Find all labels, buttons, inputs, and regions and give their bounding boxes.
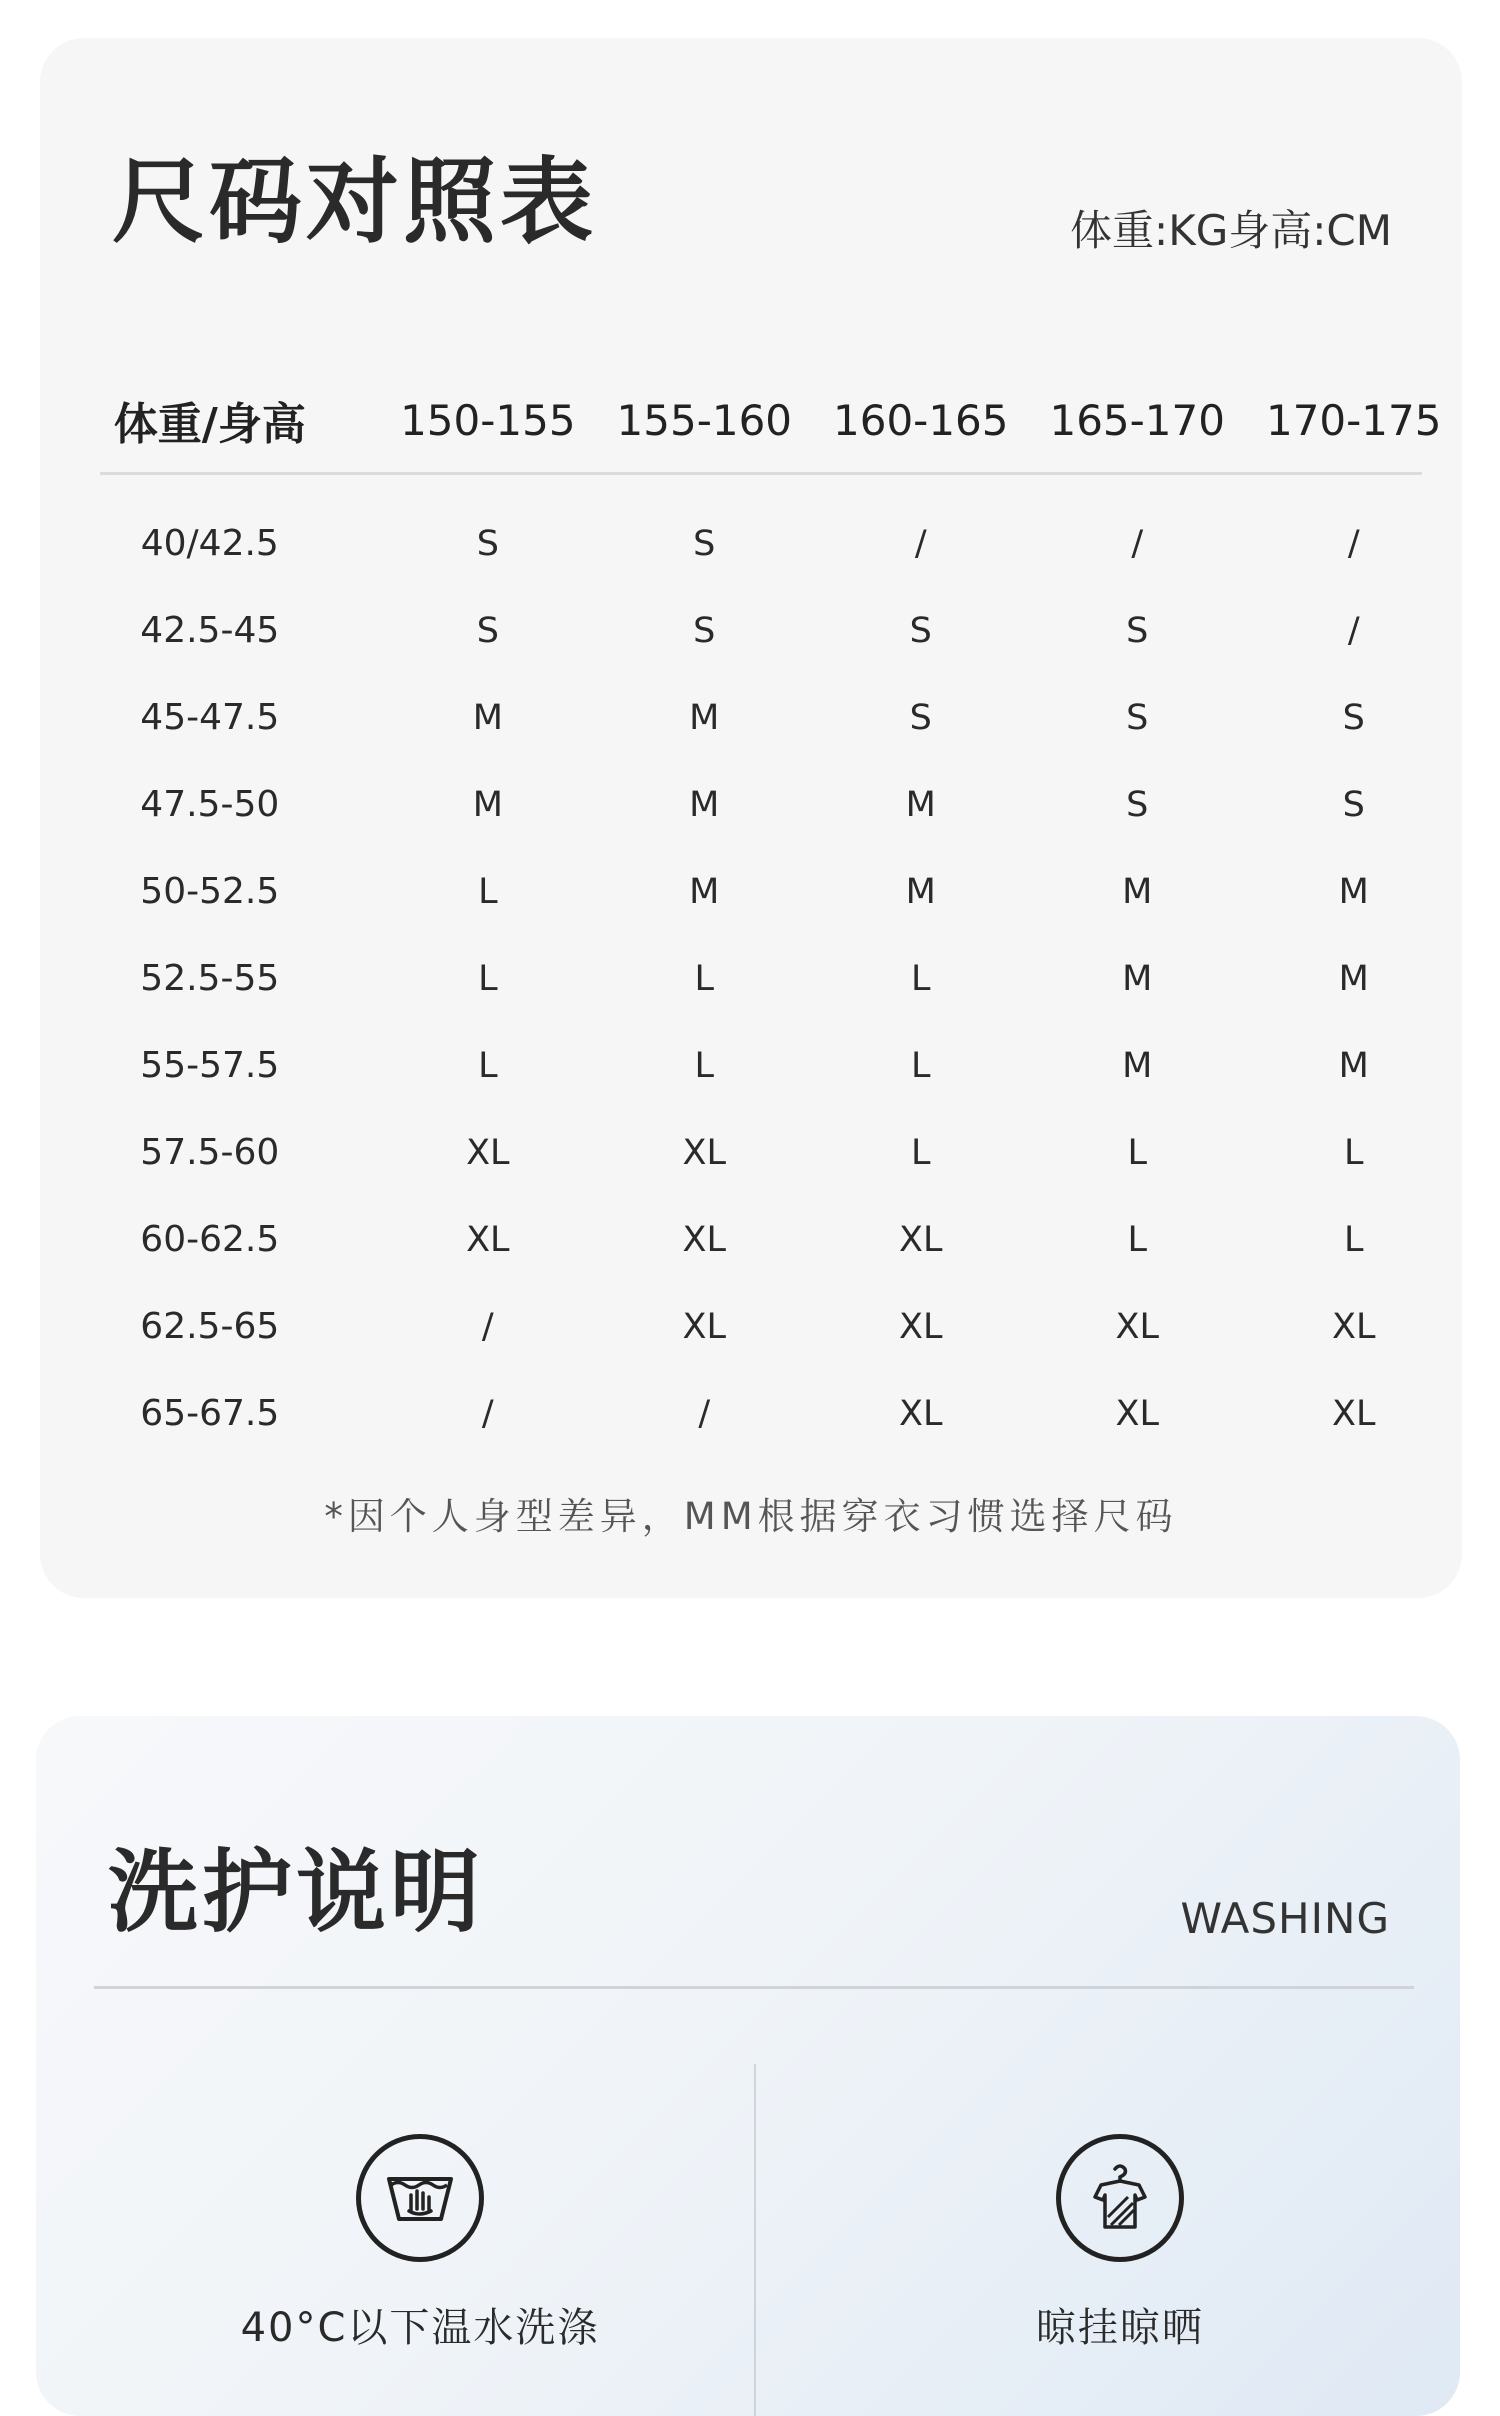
size-cell: M bbox=[1338, 1045, 1369, 1086]
table-row bbox=[40, 1196, 1462, 1283]
size-cell: XL bbox=[1115, 1306, 1159, 1347]
size-cell: XL bbox=[899, 1306, 943, 1347]
weight-range-cell: 65-67.5 bbox=[140, 1393, 280, 1434]
size-cell: M bbox=[689, 697, 720, 738]
size-cell: S bbox=[1126, 697, 1149, 738]
washing-subtitle: WASHING bbox=[1180, 1894, 1390, 1943]
weight-range-cell: 45-47.5 bbox=[140, 697, 280, 738]
care-column-divider bbox=[754, 2064, 756, 2416]
size-cell: XL bbox=[1331, 1393, 1376, 1434]
size-cell: S bbox=[693, 610, 716, 651]
size-cell: M bbox=[1338, 958, 1369, 999]
size-cell: XL bbox=[682, 1306, 727, 1347]
table-row bbox=[40, 761, 1462, 848]
table-row bbox=[40, 500, 1462, 587]
size-cell: M bbox=[689, 784, 720, 825]
height-range-header: 150-155 bbox=[400, 395, 576, 445]
size-cell: XL bbox=[899, 1393, 943, 1434]
size-cell: / bbox=[1347, 523, 1360, 564]
weight-range-cell: 52.5-55 bbox=[140, 958, 280, 999]
size-cell: M bbox=[1122, 1045, 1153, 1086]
size-cell: S bbox=[1126, 784, 1149, 825]
size-cell: XL bbox=[899, 1219, 943, 1260]
size-cell: / bbox=[914, 523, 927, 564]
size-cell: M bbox=[472, 697, 503, 738]
unit-note: 体重:KG身高:CM bbox=[1070, 206, 1392, 255]
size-cell: M bbox=[1122, 958, 1153, 999]
size-cell: L bbox=[911, 958, 931, 999]
hang-dry-shirt-icon bbox=[1056, 2134, 1184, 2262]
header-divider bbox=[100, 472, 1422, 475]
size-cell: L bbox=[478, 958, 498, 999]
weight-range-cell: 60-62.5 bbox=[140, 1219, 280, 1260]
washing-card bbox=[36, 1716, 1460, 2416]
size-cell: / bbox=[698, 1393, 711, 1434]
size-chart-card bbox=[40, 38, 1462, 1598]
size-cell: L bbox=[1343, 1219, 1364, 1260]
size-cell: L bbox=[478, 871, 498, 912]
corner-header: 体重/身高 bbox=[113, 399, 306, 450]
size-cell: / bbox=[481, 1306, 494, 1347]
weight-range-cell: 50-52.5 bbox=[140, 871, 280, 912]
header-divider-row bbox=[40, 472, 1462, 500]
size-cell: / bbox=[1347, 610, 1360, 651]
care-label-wash: 40°C以下温水洗涤 bbox=[240, 2305, 600, 2351]
size-cell: M bbox=[689, 871, 720, 912]
weight-range-cell: 55-57.5 bbox=[140, 1045, 280, 1086]
table-row bbox=[40, 1109, 1462, 1196]
washing-title: 洗护说明 bbox=[108, 1840, 484, 1945]
size-cell: L bbox=[1343, 1132, 1364, 1173]
height-range-header: 155-160 bbox=[616, 395, 793, 445]
table-row bbox=[40, 1370, 1462, 1457]
height-range-header: 170-175 bbox=[1265, 395, 1442, 445]
weight-range-cell: 62.5-65 bbox=[140, 1306, 280, 1347]
size-cell: XL bbox=[1115, 1393, 1159, 1434]
size-cell: S bbox=[909, 610, 932, 651]
size-table bbox=[40, 368, 1462, 1457]
size-cell: S bbox=[1342, 697, 1365, 738]
size-cell: S bbox=[1126, 610, 1149, 651]
size-cell: M bbox=[905, 871, 936, 912]
size-cell: XL bbox=[1331, 1306, 1376, 1347]
size-cell: XL bbox=[466, 1132, 510, 1173]
size-cell: XL bbox=[466, 1219, 510, 1260]
table-row bbox=[40, 935, 1462, 1022]
size-cell: M bbox=[905, 784, 936, 825]
size-cell: L bbox=[911, 1132, 931, 1173]
height-range-header: 160-165 bbox=[833, 395, 1009, 445]
size-cell: / bbox=[1131, 523, 1144, 564]
size-cell: L bbox=[478, 1045, 498, 1086]
size-cell: M bbox=[472, 784, 503, 825]
weight-range-cell: 47.5-50 bbox=[140, 784, 280, 825]
size-chart-title: 尺码对照表 bbox=[112, 148, 597, 256]
size-cell: L bbox=[1127, 1219, 1147, 1260]
size-cell: M bbox=[1122, 871, 1153, 912]
care-label-dry: 晾挂晾晒 bbox=[1036, 2305, 1204, 2351]
size-cell: M bbox=[1338, 871, 1369, 912]
size-cell: L bbox=[911, 1045, 931, 1086]
table-row bbox=[40, 1283, 1462, 1370]
table-row bbox=[40, 848, 1462, 935]
size-cell: / bbox=[481, 1393, 494, 1434]
height-range-header: 165-170 bbox=[1049, 395, 1225, 445]
size-cell: S bbox=[476, 523, 499, 564]
table-row bbox=[40, 1022, 1462, 1109]
size-cell: S bbox=[693, 523, 716, 564]
size-cell: XL bbox=[682, 1219, 727, 1260]
washing-divider bbox=[94, 1986, 1414, 1989]
size-cell: S bbox=[1342, 784, 1365, 825]
weight-range-cell: 40/42.5 bbox=[140, 523, 279, 564]
table-header-row bbox=[40, 368, 1462, 472]
size-cell: XL bbox=[682, 1132, 727, 1173]
hand-wash-basin-icon bbox=[356, 2134, 484, 2262]
size-cell: L bbox=[1127, 1132, 1147, 1173]
table-row bbox=[40, 674, 1462, 761]
weight-range-cell: 57.5-60 bbox=[140, 1132, 280, 1173]
size-cell: L bbox=[694, 958, 715, 999]
weight-range-cell: 42.5-45 bbox=[140, 610, 280, 651]
size-cell: L bbox=[694, 1045, 715, 1086]
size-footnote: *因个人身型差异，MM根据穿衣习惯选择尺码 bbox=[324, 1495, 1178, 1538]
size-cell: S bbox=[476, 610, 499, 651]
size-cell: S bbox=[909, 697, 932, 738]
table-row bbox=[40, 587, 1462, 674]
